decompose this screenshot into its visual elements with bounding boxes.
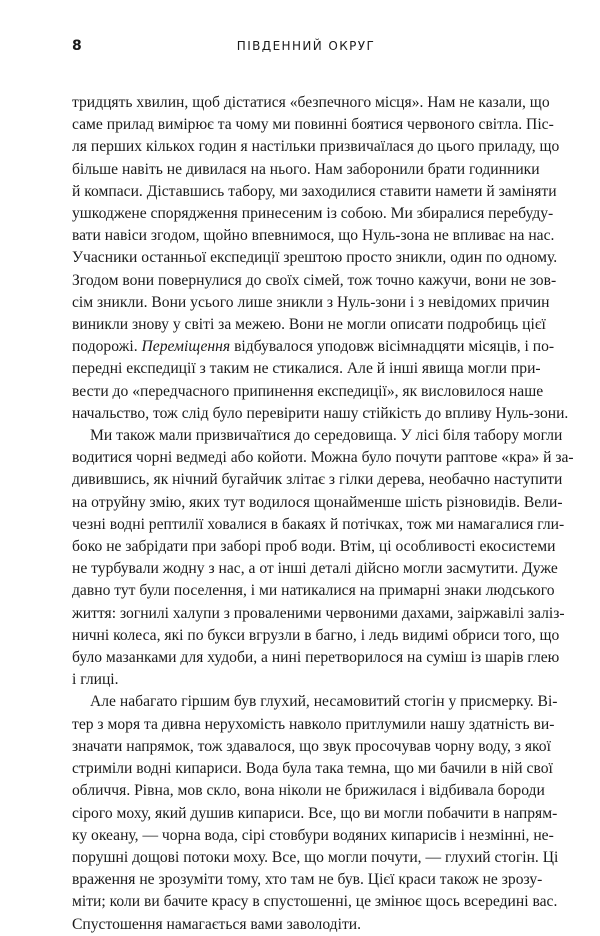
text-line: було мазанками для худоби, а нині перетворилося на суміш із шарів глею: [72, 649, 560, 667]
text-line: вести до «передчасного припинення експедиції», як висловилося наше: [72, 382, 544, 400]
paragraph-2: [72, 425, 574, 691]
text-line: Ми також мали призвичаїтися до середовища. У лісі біля табору могли: [90, 427, 563, 445]
text-line: і глиці.: [72, 671, 119, 689]
text-line: чезні водні рептилії ховалися в бакаях й потічках, тож ми намагалися гли-: [72, 515, 565, 533]
text-line: ушкоджене спорядження принесеним із собою. Ми збиралися перебуду-: [72, 205, 554, 223]
text-line: більше навіть не дивилася на нього. Нам заборонили брати годинники: [72, 160, 540, 178]
text-line: Але набагато гіршим був глухий, несамовитий стогін у присмерку. Ві-: [90, 693, 558, 711]
text-line: Згодом вони повернулися до своїх сімей, тож точно кажучи, вони не зов-: [72, 271, 557, 289]
text-line: Учасники останньої експедиції зрештою просто зникли, один по одному.: [72, 249, 558, 267]
text-line: Спустошення намагається вами заволодіти.: [72, 915, 362, 933]
text-line: міти; коли ви бачите красу в спустошенні, це змінює щось всередині вас.: [72, 893, 558, 911]
emphasized-word: Переміщення: [141, 338, 231, 356]
paragraph-3: [72, 691, 559, 935]
text-line: водитися чорні ведмеді або койоти. Можна було почути раптове «кра» й за-: [72, 449, 574, 467]
text-line: передні експедиції з таким не стикалися. Але й інші явища могли при-: [72, 360, 541, 378]
text-line: сім зникли. Вони усього лише зникли з Нуль-зони і з невідомих причин: [72, 293, 550, 311]
text-line: [72, 336, 555, 358]
page-number: 8: [72, 38, 83, 54]
text-line: не турбували жодну з нас, а от інші деталі дійсно могли засмутити. Дуже: [72, 560, 558, 578]
text-line: начальство, тож слід було перевірити нашу стійкість до впливу Нуль-зони.: [72, 404, 569, 422]
text-line: на отруйну змію, яких тут водилося щонайменше шість різновидів. Вели-: [72, 493, 563, 511]
text-line: дивившись, як нічний бугайчик злітає з гілки дерева, необачно наступити: [72, 471, 563, 489]
text-line: боко не забрідати при заборі проб води. Втім, ці особливості екосистеми: [72, 538, 556, 556]
text-line: тридцять хвилин, щоб дістатися «безпечного місця». Нам не казали, що: [72, 94, 550, 111]
text-line: й компаси. Діставшись табору, ми заходилися ставити намети й заміняти: [72, 182, 557, 200]
running-head: ПІВДЕННИЙ ОКРУГ: [236, 39, 376, 53]
text-fragment: відбувалося уподовж вісімнадцяти місяців, і по-: [234, 338, 555, 356]
text-line: давно тут були поселення, і ми натикалися на примарні знаки людського: [72, 582, 555, 600]
text-line: життя: зогнилі халупи з провaленими червоними дахами, заіржавілі заліз-: [72, 604, 565, 622]
text-line: тер з моря та дивна нерухомість навколо притлумили нашу здатність ви-: [72, 715, 555, 733]
text-line: обличчя. Рівна, мов скло, вона ніколи не брижилася і відбивала бороди: [72, 782, 545, 800]
text-line: сірого моху, який душив кипариси. Все, що ви могли побачити в напрям-: [72, 804, 558, 822]
text-line: стриміли водні кипариси. Вода була така темна, що ми бачили в ній свої: [72, 760, 553, 778]
page-header: [72, 38, 540, 58]
text-line: ку океану, — чорна вода, сірі стовбури водяних кипарисів і незмінні, не-: [72, 826, 554, 844]
text-line: виникли знову у світі за межею. Вони не могли описати подробиць цієї: [72, 316, 546, 334]
text-fragment: подорожі.: [72, 338, 138, 356]
body-text: [72, 92, 574, 936]
paragraph-1: [72, 92, 569, 425]
text-line: значати напрямок, тож здавалося, що звук просочував чорну воду, з якої: [72, 737, 551, 755]
text-line: ничні колеса, які по букси вгрузли в багно, і ледь видимі обриси того, що: [72, 626, 560, 644]
text-line: порушні дощові потоки моху. Все, що могли почути, — глухий стогін. Ці: [72, 848, 559, 866]
text-line: саме прилад вимірює та чому ми повинні боятися червоного світла. Піс-: [72, 116, 554, 134]
text-line: вати навіси згодом, щойно впевнимося, що Нуль-зона не впливає на нас.: [72, 227, 555, 245]
text-line: враження не зрозуміти тому, хто там не був. Цієї краси також не зрозу-: [72, 871, 543, 889]
text-line: ля перших кількох годин я настільки призвичаїлася до цього приладу, що: [72, 138, 560, 156]
